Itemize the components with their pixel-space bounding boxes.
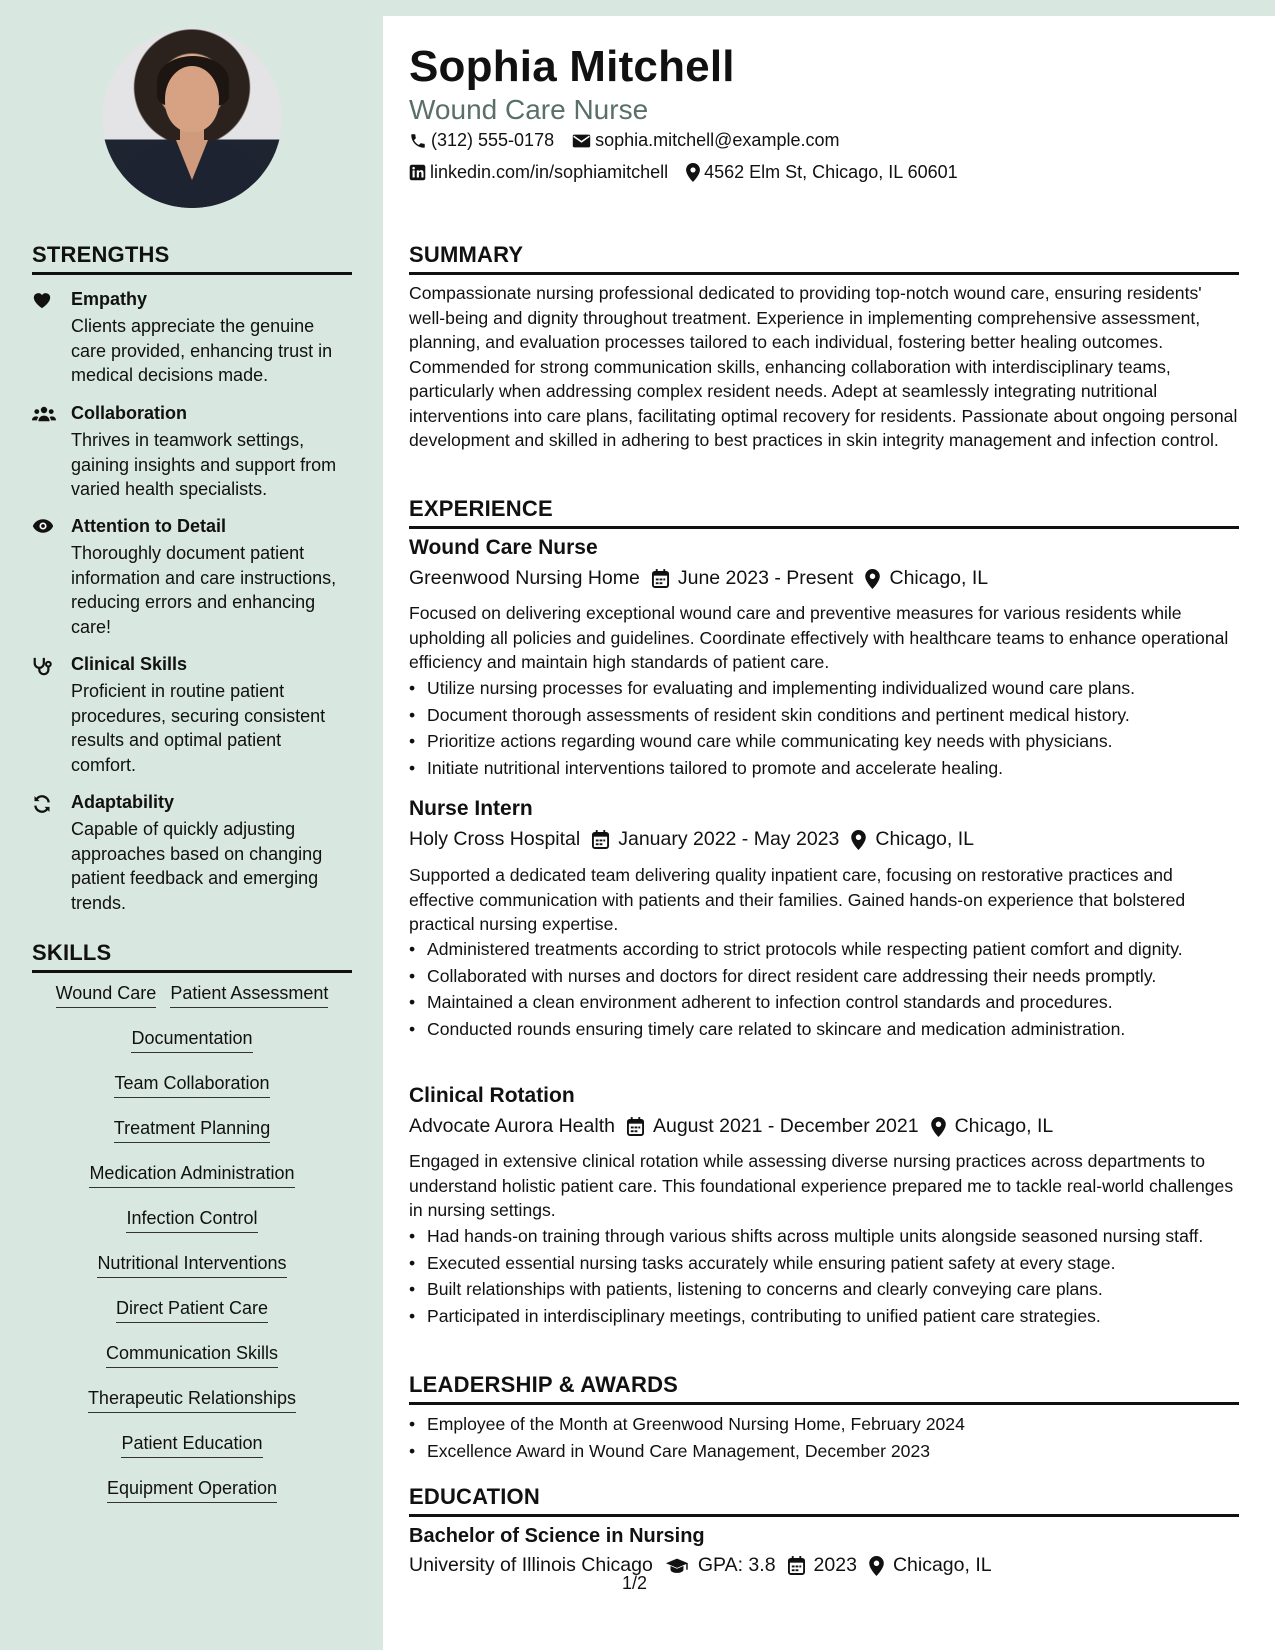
school-name: University of Illinois Chicago <box>409 1554 653 1576</box>
degree-title: Bachelor of Science in Nursing <box>409 1525 705 1547</box>
strengths-heading: STRENGTHS <box>32 242 352 275</box>
strength-title: Clinical Skills <box>71 654 188 674</box>
list-item: • Prioritize actions regarding wound care while communicating key needs with physicians. <box>409 729 1239 754</box>
candidate-name: Sophia Mitchell <box>409 42 735 91</box>
strength-description: Thoroughly document patient information and care instructions, reducing errors and enhancing care! <box>71 543 337 637</box>
education-location: Chicago, IL <box>892 1554 992 1576</box>
gpa: GPA: 3.8 <box>697 1554 776 1576</box>
skills-list <box>30 982 354 1522</box>
employer: Holy Cross Hospital <box>409 828 581 850</box>
list-item: • Had hands-on training through various shifts across multiple units alongside seasoned nursing staff. <box>409 1224 1239 1249</box>
home-address: 4562 Elm St, Chicago, IL 60601 <box>704 162 958 182</box>
skill-tag: Direct Patient Care <box>116 1297 268 1323</box>
sync-icon <box>32 794 56 814</box>
skill-tag: Treatment Planning <box>114 1117 270 1143</box>
skill-tag: Wound Care <box>56 982 157 1008</box>
location-pin-icon <box>865 569 880 589</box>
email-icon <box>572 133 595 149</box>
strength-title: Collaboration <box>71 403 187 423</box>
linkedin-icon <box>409 164 430 181</box>
education-meta <box>409 1554 992 1577</box>
job-location: Chicago, IL <box>889 567 989 589</box>
calendar-icon <box>788 1556 805 1575</box>
phone-number[interactable]: (312) 555-0178 <box>431 130 555 150</box>
job-location: Chicago, IL <box>954 1115 1054 1137</box>
strength-description: Capable of quickly adjusting approaches based on changing patient feedback and emerging trends. <box>71 819 323 913</box>
calendar-icon <box>592 830 609 849</box>
skill-tag: Patient Education <box>121 1432 262 1458</box>
list-item: • Maintained a clean environment adherent to infection control standards and procedures. <box>409 990 1239 1015</box>
list-item: • Conducted rounds ensuring timely care related to skincare and medication administration. <box>409 1017 1239 1042</box>
job-meta <box>409 1115 1053 1138</box>
calendar-icon <box>652 569 669 588</box>
employer: Greenwood Nursing Home <box>409 567 640 589</box>
awards-heading: LEADERSHIP & AWARDS <box>409 1372 1239 1405</box>
skill-tag: Infection Control <box>126 1207 257 1233</box>
list-item: • Administered treatments according to strict protocols while respecting patient comfort and dignity. <box>409 937 1239 962</box>
skill-tag: Communication Skills <box>106 1342 278 1368</box>
candidate-role: Wound Care Nurse <box>409 94 649 125</box>
email-address[interactable]: sophia.mitchell@example.com <box>595 130 840 150</box>
list-item: • Executed essential nursing tasks accurately while ensuring patient safety at every stage. <box>409 1251 1239 1276</box>
list-item: • Employee of the Month at Greenwood Nursing Home, February 2024 <box>409 1412 1239 1437</box>
linkedin-url[interactable]: linkedin.com/in/sophiamitchell <box>430 162 669 182</box>
stethoscope-icon <box>32 656 56 676</box>
job-dates: August 2021 - December 2021 <box>652 1115 919 1137</box>
graduation-cap-icon <box>665 1557 689 1575</box>
job-title: Nurse Intern <box>409 797 533 820</box>
awards-list <box>409 1412 1239 1465</box>
list-item: • Initiate nutritional interventions tailored to promote and accelerate healing. <box>409 756 1239 781</box>
skills-heading: SKILLS <box>32 940 352 973</box>
location-pin-icon <box>686 163 704 182</box>
job-description: Supported a dedicated team delivering quality inpatient care, focusing on restorative practices and effective communication with patients and their families. Gained hands-on experience that bolstered practical nursing expertise. <box>409 865 1186 934</box>
strength-description: Clients appreciate the genuine care provided, enhancing trust in medical decisions made. <box>71 316 333 385</box>
contact-row-1 <box>409 130 839 151</box>
education-heading: EDUCATION <box>409 1484 1239 1517</box>
contact-row-2 <box>409 162 958 183</box>
strength-title: Attention to Detail <box>71 516 226 536</box>
profile-photo <box>102 28 282 208</box>
page-number: 1/2 <box>622 1573 648 1593</box>
job-description: Engaged in extensive clinical rotation while assessing diverse nursing practices across departments to understand holistic patient care. This foundational experience prepared me to tackle real-world challenges in nursing settings. <box>409 1151 1234 1220</box>
skill-tag: Documentation <box>131 1027 252 1053</box>
phone-icon <box>409 132 431 150</box>
strength-description: Thrives in teamwork settings, gaining insights and support from varied health specialists. <box>71 430 337 499</box>
list-item: • Document thorough assessments of resident skin conditions and pertinent medical history. <box>409 703 1239 728</box>
heart-icon <box>32 291 56 311</box>
skill-tag: Medication Administration <box>89 1162 294 1188</box>
calendar-icon <box>627 1117 644 1136</box>
employer: Advocate Aurora Health <box>409 1115 615 1137</box>
job-meta <box>409 828 974 851</box>
strength-title: Adaptability <box>71 792 175 812</box>
location-pin-icon <box>869 1556 884 1576</box>
location-pin-icon <box>931 1117 946 1137</box>
list-item: • Built relationships with patients, listening to concerns and clearly conveying care plans. <box>409 1277 1239 1302</box>
summary-heading: SUMMARY <box>409 242 1239 275</box>
skill-tag: Therapeutic Relationships <box>88 1387 296 1413</box>
skill-tag: Patient Assessment <box>170 982 328 1008</box>
job-meta <box>409 567 988 590</box>
users-icon <box>32 405 56 425</box>
strength-title: Empathy <box>71 289 148 309</box>
job-bullets <box>409 1224 1239 1330</box>
job-title: Wound Care Nurse <box>409 536 598 559</box>
experience-heading: EXPERIENCE <box>409 496 1239 529</box>
list-item: • Collaborated with nurses and doctors for direct resident care addressing their needs promptly. <box>409 964 1239 989</box>
eye-icon <box>32 518 56 538</box>
graduation-year: 2023 <box>813 1554 857 1576</box>
job-description: Focused on delivering exceptional wound care and preventive measures for various residents while upholding all policies and guidelines. Coordinate effectively with healthcare teams to enhance operational efficiency and maintain high standards of patient care. <box>409 603 1229 672</box>
location-pin-icon <box>851 830 866 850</box>
summary-text: Compassionate nursing professional dedicated to providing top-notch wound care, ensuring residents' well-being and dignity throughout treatment. Experience in implementing comprehensive assessment, planning, and evaluation processes tailored to each individual, fostering better healing outcomes. Commended for strong communication skills, enhancing collaboration with interdisciplinary teams, particularly when addressing complex resident needs. Adept at seamlessly integrating nutritional interventions into care plans, facilitating optimal recovery for residents. Passionate about ongoing personal development and skilled in adhering to best practices in skin integrity management and infection control. <box>409 283 1238 450</box>
job-bullets <box>409 676 1239 782</box>
job-dates: June 2023 - Present <box>677 567 854 589</box>
list-item: • Excellence Award in Wound Care Management, December 2023 <box>409 1439 1239 1464</box>
job-bullets <box>409 937 1239 1043</box>
strength-description: Proficient in routine patient procedures, securing consistent results and optimal patient comfort. <box>71 681 326 775</box>
job-location: Chicago, IL <box>875 828 975 850</box>
list-item: • Utilize nursing processes for evaluating and implementing individualized wound care plans. <box>409 676 1239 701</box>
skill-tag: Team Collaboration <box>114 1072 269 1098</box>
skill-tag: Nutritional Interventions <box>97 1252 286 1278</box>
list-item: • Participated in interdisciplinary meetings, contributing to unified patient care strategies. <box>409 1304 1239 1329</box>
job-title: Clinical Rotation <box>409 1084 575 1107</box>
job-dates: January 2022 - May 2023 <box>618 828 840 850</box>
skill-tag: Equipment Operation <box>107 1477 277 1503</box>
